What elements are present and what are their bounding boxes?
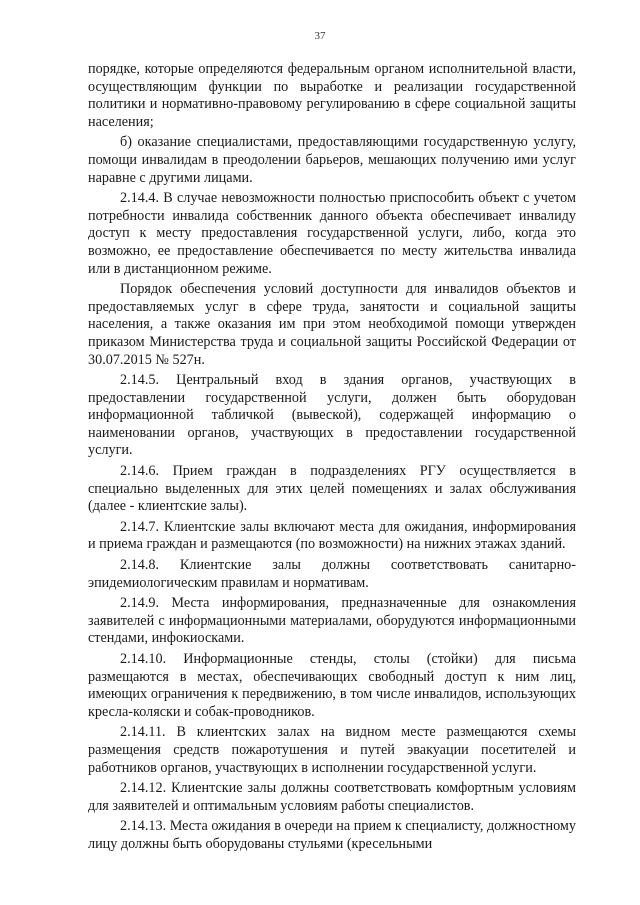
paragraph: 2.14.6. Прием граждан в подразделениях РГУ осуществляется в специально выделенных для этих целей помещениях и залах обслуживания (далее - клиентские залы).	[88, 463, 576, 515]
paragraph: 2.14.10. Информационные стенды, столы (стойки) для письма размещаются в местах, обеспечивающих свободный доступ к ним лиц, имеющих ограничения к передвижению, в том числе инвалидов, использующих кресла-коляски и собак-проводников.	[88, 651, 576, 720]
paragraph: 2.14.9. Места информирования, предназначенные для ознакомления заявителей с информационными материалами, оборудуются информационными стендами, инфокиосками.	[88, 595, 576, 647]
paragraph: Порядок обеспечения условий доступности для инвалидов объектов и предоставляемых услуг в сфере труда, занятости и социальной защиты населения, а также оказания им при этом необходимой помощи утвержден приказом Министерства труда и социальной защиты Российской Федерации от 30.07.2015 № 527н.	[88, 281, 576, 368]
paragraph: 2.14.5. Центральный вход в здания органов, участвующих в предоставлении государственной услуги, должен быть оборудован информационной табличкой (вывеской), содержащей информацию о наименовании органов, участвующих в предоставлении государственной услуги.	[88, 372, 576, 459]
paragraph: б) оказание специалистами, предоставляющими государственную услугу, помощи инвалидам в преодолении барьеров, мешающих получению ими услуг наравне с другими лицами.	[88, 134, 576, 186]
document-body	[88, 61, 576, 857]
paragraph: 2.14.8. Клиентские залы должны соответствовать санитарно-эпидемиологическим правилам и нормативам.	[88, 557, 576, 591]
paragraph: 2.14.12. Клиентские залы должны соответствовать комфортным условиям для заявителей и оптимальным условиям работы специалистов.	[88, 780, 576, 814]
paragraph: 2.14.13. Места ожидания в очереди на прием к специалисту, должностному лицу должны быть оборудованы стульями (кресельными	[88, 818, 576, 852]
paragraph: 2.14.11. В клиентских залах на видном месте размещаются схемы размещения средств пожаротушения и путей эвакуации посетителей и работников органов, участвующих в исполнении государственной услуги.	[88, 724, 576, 776]
paragraph: 2.14.7. Клиентские залы включают места для ожидания, информирования и приема граждан и размещаются (по возможности) на нижних этажах зданий.	[88, 518, 576, 553]
paragraph: 2.14.4. В случае невозможности полностью приспособить объект с учетом потребности инвалида собственник данного объекта обеспечивает инвалиду доступ к месту предоставления государственной услуги, либо, когда это возможно, ее предоставление обеспечивается по месту жительства инвалида или в дистанционном режиме.	[88, 190, 576, 277]
page-number: 37	[314, 30, 326, 42]
paragraph: порядке, которые определяются федеральным органом исполнительной власти, осуществляющим функции по выработке и реализации государственной политики и нормативно-правовому регулированию в сфере социальной защиты населения;	[88, 61, 576, 130]
